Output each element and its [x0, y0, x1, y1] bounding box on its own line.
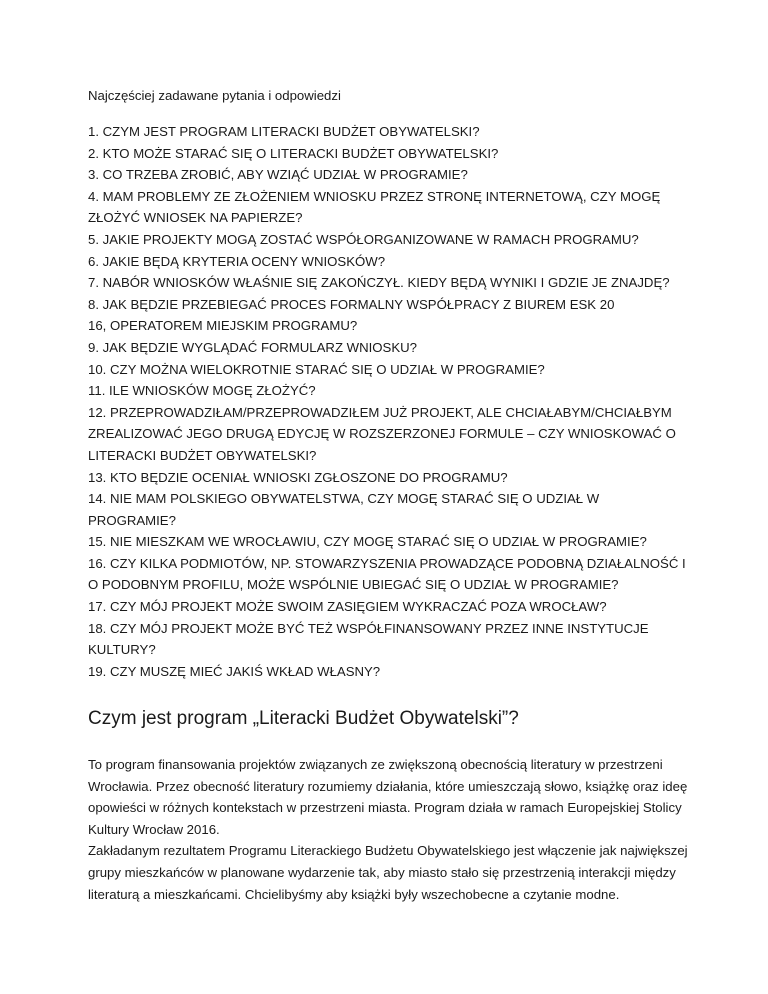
question-item: 5. JAKIE PROJEKTY MOGĄ ZOSTAĆ WSPÓŁORGANIZOWANE W RAMACH PROGRAMU? [88, 231, 639, 247]
faq-intro-heading: Najczęściej zadawane pytania i odpowiedzi [88, 88, 341, 103]
question-item: 11. ILE WNIOSKÓW MOGĘ ZŁOŻYĆ? [88, 383, 316, 399]
question-item: 18. CZY MÓJ PROJEKT MOŻE BYĆ TEŻ WSPÓŁFINANSOWANY PRZEZ INNE INSTYTUCJE KULTURY? [88, 620, 649, 658]
question-item: 14. NIE MAM POLSKIEGO OBYWATELSTWA, CZY MOGĘ STARAĆ SIĘ O UDZIAŁ W PROGRAMIE? [88, 491, 600, 528]
question-item: 4. MAM PROBLEMY ZE ZŁOŻENIEM WNIOSKU PRZEZ STRONĘ INTERNETOWĄ, CZY MOGĘ ZŁOŻYĆ WNIOSEK NA PAPIERZE? [88, 188, 661, 226]
answer-paragraph: To program finansowania projektów związanych ze zwiększoną obecnością literatury w przestrzeni Wrocławia. Przez obecność literatury rozumiemy działania, które umieszczają słowo, książkę oraz ideę opowieści w różnych kontekstach w przestrzeni miasta. Program działa w ramach Europejskiej Stolicy Kultury Wrocław 2016. [88, 757, 688, 837]
question-item: 10. CZY MOŻNA WIELOKROTNIE STARAĆ SIĘ O UDZIAŁ W PROGRAMIE? [88, 361, 545, 377]
question-item: 15. NIE MIESZKAM WE WROCŁAWIU, CZY MOGĘ STARAĆ SIĘ O UDZIAŁ W PROGRAMIE? [88, 534, 647, 550]
question-item: 16, OPERATOREM MIEJSKIM PROGRAMU? [88, 318, 358, 334]
question-item: 1. CZYM JEST PROGRAM LITERACKI BUDŻET OBYWATELSKI? [88, 124, 480, 139]
question-item: 8. JAK BĘDZIE PRZEBIEGAĆ PROCES FORMALNY WSPÓŁPRACY Z BIUREM ESK 20 [88, 296, 615, 312]
question-item: 12. PRZEPROWADZIŁAM/PRZEPROWADZIŁEM JUŻ PROJEKT, ALE CHCIAŁABYM/CHCIAŁBYM ZREALIZOWAĆ JEGO DRUGĄ EDYCJĘ W ROZSZERZONEJ FORMULE – CZY WNIOSKOWAĆ O LITERACKI BUDŻET OBYWATELSKI? [88, 404, 676, 463]
question-item: 19. CZY MUSZĘ MIEĆ JAKIŚ WKŁAD WŁASNY? [88, 663, 381, 679]
question-item: 17. CZY MÓJ PROJEKT MOŻE SWOIM ZASIĘGIEM WYKRACZAĆ POZA WROCŁAW? [88, 599, 607, 615]
question-item: 16. CZY KILKA PODMIOTÓW, NP. STOWARZYSZENIA PROWADZĄCE PODOBNĄ DZIAŁALNOŚĆ I O PODOBNYM PROFILU, MOŻE WSPÓLNIE UBIEGAĆ SIĘ O UDZIAŁ W PROGRAMIE? [88, 555, 686, 593]
question-item: 6. JAKIE BĘDĄ KRYTERIA OCENY WNIOSKÓW? [88, 253, 386, 269]
question-item: 9. JAK BĘDZIE WYGLĄDAĆ FORMULARZ WNIOSKU? [88, 339, 418, 355]
question-item: 3. CO TRZEBA ZROBIĆ, ABY WZIĄĆ UDZIAŁ W PROGRAMIE? [88, 167, 468, 183]
question-item: 2. KTO MOŻE STARAĆ SIĘ O LITERACKI BUDŻET OBYWATELSKI? [88, 145, 499, 161]
question-item: 13. KTO BĘDZIE OCENIAŁ WNIOSKI ZGŁOSZONE DO PROGRAMU? [88, 469, 508, 485]
answer-paragraph: Zakładanym rezultatem Programu Literackiego Budżetu Obywatelskiego jest włączenie jak największej grupy mieszkańców w planowane wydarzenie tak, aby miasto stało się przestrzenią interakcji między literaturą a mieszkańcami. Chcielibyśmy aby książki były wszechobecne a czytanie modne. [88, 843, 688, 902]
question-item: 7. NABÓR WNIOSKÓW WŁAŚNIE SIĘ ZAKOŃCZYŁ. KIEDY BĘDĄ WYNIKI I GDZIE JE ZNAJDĘ? [88, 275, 670, 291]
section-title: Czym jest program „Literacki Budżet Obywatelski”? [88, 708, 519, 729]
answer-body [88, 754, 688, 905]
question-list [88, 121, 688, 682]
